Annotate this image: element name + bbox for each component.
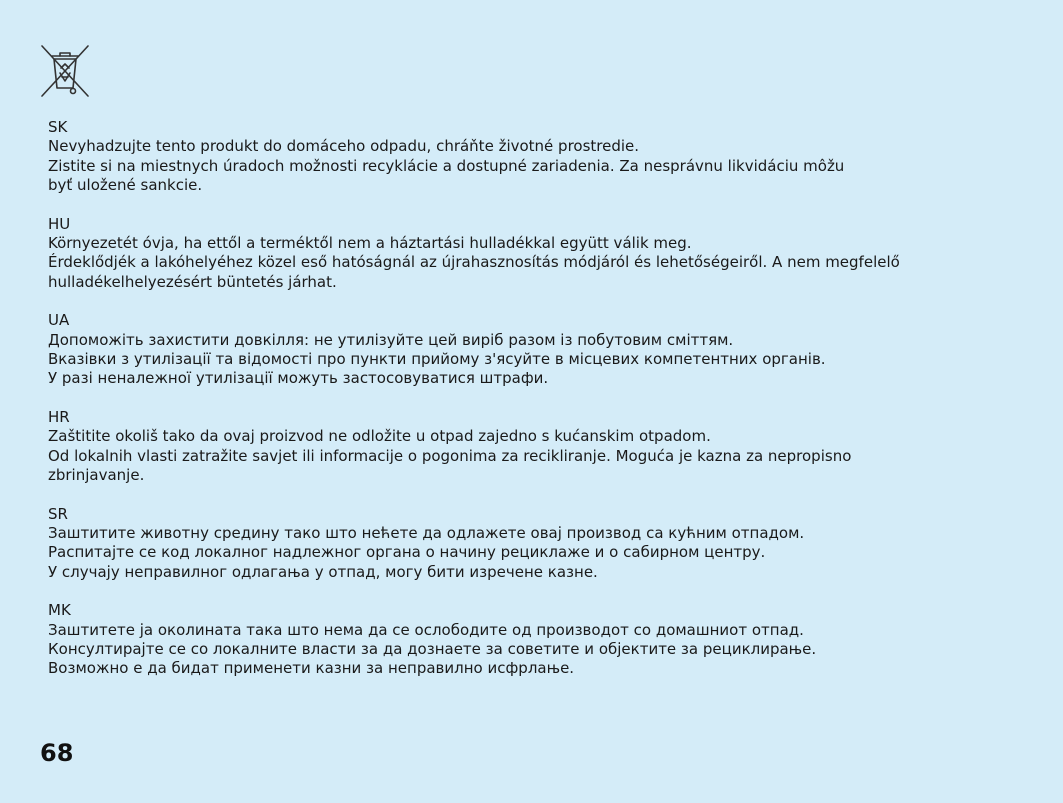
text-line: byť uložené sankcie.: [48, 175, 203, 194]
text-line: Nevyhadzujte tento produkt do domáceho odpadu, chráňte životné prostredie.: [48, 137, 640, 156]
text-line: У разі неналежної утилізації можуть застосовуватися штрафи.: [48, 369, 549, 388]
text-line: Возможно е да бидат применети казни за неправилно исфрлање.: [48, 659, 575, 678]
text-line: zbrinjavanje.: [48, 465, 145, 484]
text-line: Распитајте се код локалног надлежног органа о начину рециклаже и о сабирном центру.: [48, 543, 766, 562]
page-number: 68: [40, 739, 74, 767]
section-sk: [48, 118, 1038, 195]
section-hu: [48, 215, 1038, 292]
lang-code: HU: [48, 214, 71, 233]
text-line: У случају неправилног одлагања у отпад, могу бити изречене казне.: [48, 562, 598, 581]
lang-code: MK: [48, 601, 71, 620]
text-line: Консултирајте се со локалните власти за да дознаете за советите и објектите за рециклирање.: [48, 640, 817, 659]
text-line: Érdeklődjék a lakóhelyéhez közel eső hatóságnál az újrahasznosítás módjáról és lehetőségeiről. A nem megfelelő: [48, 253, 900, 272]
text-line: hulladékelhelyezésért büntetés járhat.: [48, 272, 337, 291]
section-sr: [48, 505, 1038, 582]
crossed-out-wheelie-bin-icon: [40, 44, 90, 98]
text-line: Заштитете ја околината така што нема да се ослободите од производот со домашниот отпад.: [48, 620, 804, 639]
text-line: Környezetét óvja, ha ettől a terméktől nem a háztartási hulladékkal együtt válik meg.: [48, 233, 692, 252]
text-line: Допоможіть захистити довкілля: не утилізуйте цей виріб разом із побутовим сміттям.: [48, 330, 734, 349]
lang-code: UA: [48, 311, 70, 330]
lang-code: SR: [48, 504, 68, 523]
section-mk: [48, 601, 1038, 678]
section-ua: [48, 311, 1038, 388]
text-line: Zaštitite okoliš tako da ovaj proizvod ne odložite u otpad zajedno s kućanskim otpadom.: [48, 427, 711, 446]
lang-code: HR: [48, 408, 70, 427]
disposal-instructions: [48, 118, 1038, 698]
text-line: Вказівки з утилізації та відомості про пункти прийому з'ясуйте в місцевих компетентних органів.: [48, 349, 826, 368]
section-hr: [48, 408, 1038, 485]
text-line: Od lokalnih vlasti zatražite savjet ili informacije o pogonima za recikliranje. Moguća je kazna za nepropisno: [48, 446, 852, 465]
lang-code: SK: [48, 118, 68, 136]
text-line: Zistite si na miestnych úradoch možnosti recyklácie a dostupné zariadenia. Za nesprávnu likvidáciu môžu: [48, 156, 845, 175]
text-line: Заштитите животну средину тако што нећете да одлажете овај производ са кућним отпадом.: [48, 524, 805, 543]
